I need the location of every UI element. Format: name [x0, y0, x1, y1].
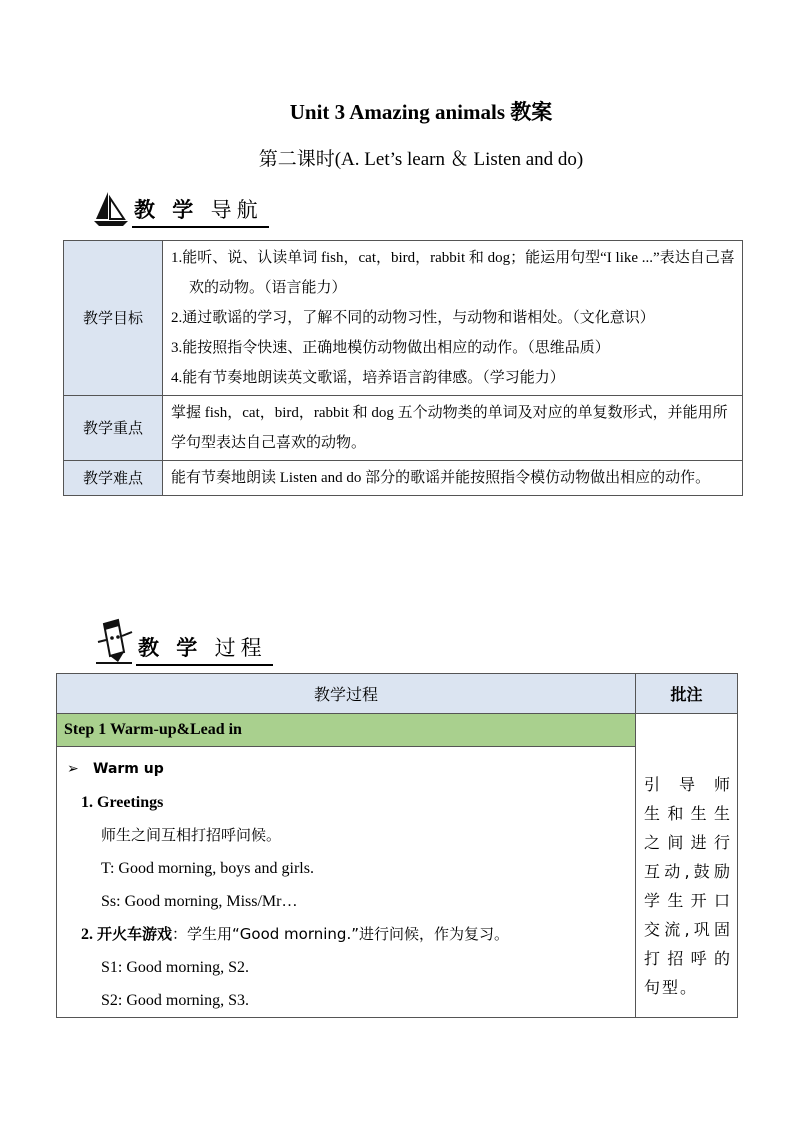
difficulties-row — [64, 461, 743, 496]
greetings-description: 师生之间互相打招呼问候。 — [101, 826, 282, 844]
step1-row — [57, 714, 738, 747]
document-subtitle: 第二课时(A. Let’s learn ＆ Listen and do) — [258, 149, 584, 170]
section-banner-process — [94, 616, 273, 666]
step1-content-row — [57, 747, 738, 1018]
notes-column-header: 批注 — [636, 674, 738, 714]
greeting-students-line: Ss: Good morning, Miss/Mr… — [101, 893, 298, 910]
pencil-icon — [94, 616, 136, 666]
section-title-navigation: 教 学 导航 — [132, 194, 269, 228]
objective-item: 2.通过歌谣的学习，了解不同的动物习性，与动物和谐相处。（文化意识） — [171, 310, 655, 326]
header-row — [57, 674, 738, 714]
greeting-teacher-line: T: Good morning, boys and girls. — [101, 860, 314, 877]
arrow-bullet-icon: ➢ — [67, 761, 79, 777]
section-title-process: 教 学 过程 — [136, 632, 273, 666]
objectives-row — [64, 241, 743, 396]
difficulties-label: 教学难点 — [64, 461, 163, 496]
objective-item: 1.能听、说、认读单词 fish，cat，bird，rabbit 和 dog；能运用句型“I like ...”表达自己喜欢的动物。（语言能力） — [171, 250, 735, 296]
objective-item: 4.能有节奏地朗读英文歌谣，培养语言韵律感。（学习能力） — [171, 370, 565, 386]
key-points-row — [64, 396, 743, 461]
objectives-label: 教学目标 — [64, 241, 163, 396]
step1-content — [57, 747, 636, 1018]
train-game-line: 2. 开火车游戏：学生用“Good morning.”进行问候，作为复习。 — [81, 925, 509, 943]
teaching-process-table — [56, 673, 738, 1018]
step1-title: Step 1 Warm-up&Lead in — [57, 714, 636, 747]
document-title: Unit 3 Amazing animals 教案 — [289, 100, 553, 124]
warmup-heading: ➢ Warm up — [67, 753, 635, 786]
objective-item: 3.能按照指令快速、正确地模仿动物做出相应的动作。（思维品质） — [171, 340, 610, 356]
greetings-heading: 1. Greetings — [81, 794, 164, 811]
process-column-header: 教学过程 — [57, 674, 636, 714]
dialogue-line-s1: S1: Good morning, S2. — [101, 959, 250, 976]
section-banner-navigation — [92, 188, 269, 228]
dialogue-line-s2: S2: Good morning, S3. — [101, 992, 250, 1009]
key-points-label: 教学重点 — [64, 396, 163, 461]
step1-note: 引导师 生和生生 之间进行 互动,鼓励 学生开口 交流,巩固 打招呼的 句型。 — [636, 714, 738, 1018]
objectives-cell — [163, 241, 743, 396]
difficulties-text: 能有节奏地朗读 Listen and do 部分的歌谣并能按照指令模仿动物做出相应的动作。 — [163, 461, 743, 496]
key-points-text: 掌握 fish，cat，bird，rabbit 和 dog 五个动物类的单词及对应的单复数形式，并能用所学句型表达自己喜欢的动物。 — [163, 396, 743, 461]
sailboat-icon — [92, 188, 132, 228]
teaching-navigation-table — [63, 240, 743, 496]
